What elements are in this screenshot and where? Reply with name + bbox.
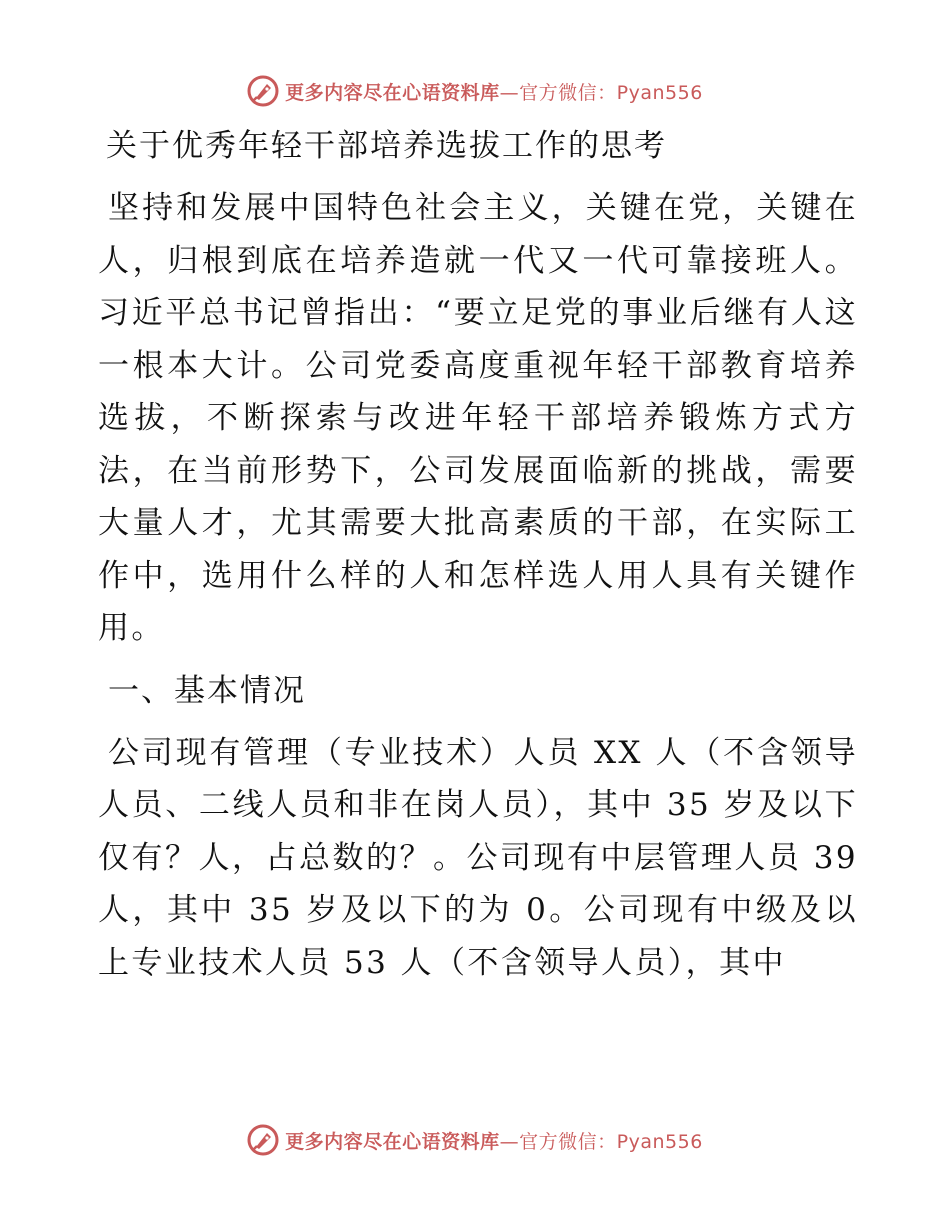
document-body <box>98 120 858 999</box>
header-watermark <box>0 73 950 109</box>
pen-nib-logo-icon <box>247 75 279 107</box>
basic-situation-paragraph: 公司现有管理（专业技术）人员 XX 人（不含领导人员、二线人员和非在岗人员），其中 35 岁及以下仅有？人，占总数的？。公司现有中层管理人员 39 人，其中 35 岁及以下的为 0。公司现有中级及以上专业技术人员 53 人（不含领导人员），其中 <box>98 734 858 981</box>
watermark-text: 更多内容尽在心语资料库—官方微信：Pyan556 <box>285 1130 703 1153</box>
watermark-suffix: —官方微信：Pyan556 <box>499 81 703 104</box>
intro-paragraph: 坚持和发展中国特色社会主义，关键在党，关键在人，归根到底在培养造就一代又一代可靠接班人。习近平总书记曾指出：“要立足党的事业后继有人这一根本大计。公司党委高度重视年轻干部教育培养选拔，不断探索与改进年轻干部培养锻炼方式方法，在当前形势下，公司发展面临新的挑战，需要大量人才，尤其需要大批高素质的干部，在实际工作中，选用什么样的人和怎样选人用人具有关键作用。 <box>98 190 858 646</box>
footer-watermark <box>0 1122 950 1158</box>
watermark-suffix: —官方微信：Pyan556 <box>499 1130 703 1153</box>
pen-nib-logo-icon <box>247 1124 279 1156</box>
watermark-text: 更多内容尽在心语资料库—官方微信：Pyan556 <box>285 81 703 104</box>
section-heading: 一、基本情况 <box>108 672 306 709</box>
document-title: 关于优秀年轻干部培养选拔工作的思考 <box>106 128 667 164</box>
